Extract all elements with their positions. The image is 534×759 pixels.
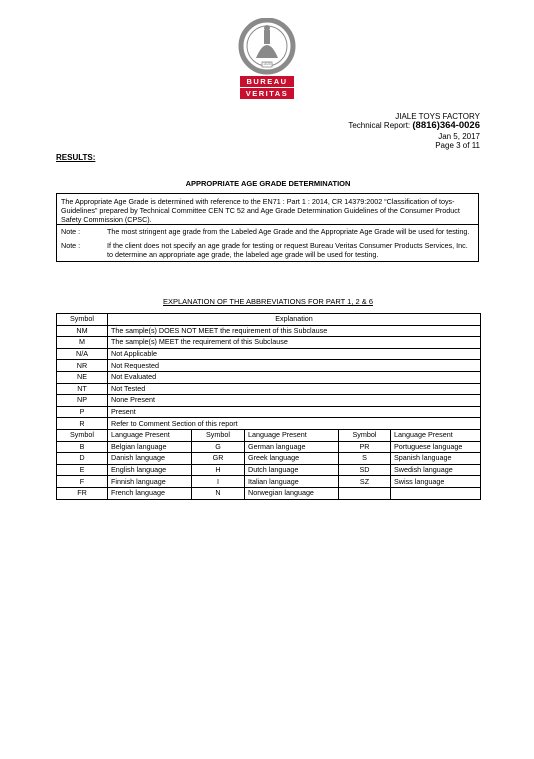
explanation-cell: The sample(s) MEET the requirement of this Subclause: [108, 337, 481, 349]
note-label: Note :: [61, 227, 81, 236]
symbol-cell: NR: [57, 360, 108, 372]
report-date: Jan 5, 2017: [438, 132, 480, 141]
language-cell: Italian language: [245, 476, 339, 488]
language-header: Language Present: [245, 429, 339, 441]
symbol-cell: NP: [57, 395, 108, 407]
language-cell: Norwegian language: [245, 487, 339, 499]
abbreviations-title: EXPLANATION OF THE ABBREVIATIONS FOR PART 1, 2 & 6: [162, 297, 374, 306]
explanation-cell: Not Applicable: [108, 348, 481, 360]
table-row: [57, 476, 481, 488]
symbol-cell: SZ: [339, 476, 391, 488]
symbol-cell: F: [57, 476, 108, 488]
language-header: Language Present: [391, 429, 481, 441]
age-grade-box: [56, 193, 479, 262]
age-note-1: [57, 225, 478, 236]
language-cell: Spanish language: [391, 453, 481, 465]
symbol-header: Symbol: [57, 429, 108, 441]
language-cell: Greek language: [245, 453, 339, 465]
table-row: [57, 406, 481, 418]
table-row: [57, 453, 481, 465]
language-cell: Portuguese language: [391, 441, 481, 453]
language-cell: Belgian language: [108, 441, 192, 453]
explanation-cell: None Present: [108, 395, 481, 407]
report-label: Technical Report:: [348, 121, 411, 130]
symbol-cell: GR: [192, 453, 245, 465]
explanation-cell: Not Evaluated: [108, 371, 481, 383]
symbol-cell: SD: [339, 464, 391, 476]
bureau-veritas-logo: [234, 18, 300, 102]
logo-seal-year: 1828: [263, 62, 271, 66]
language-cell: Dutch language: [245, 464, 339, 476]
symbol-cell: G: [192, 441, 245, 453]
language-header-row: [57, 429, 481, 441]
symbol-cell: NE: [57, 371, 108, 383]
report-number: (8816)364-0026: [412, 120, 480, 131]
company-name: JIALE TOYS FACTORY: [395, 112, 480, 121]
symbol-cell: N/A: [57, 348, 108, 360]
language-cell: Swedish language: [391, 464, 481, 476]
report-number-line: [348, 121, 480, 131]
table-row: [57, 371, 481, 383]
abbreviations-header-row: [57, 314, 481, 326]
language-cell: [391, 487, 481, 499]
explanation-cell: Present: [108, 406, 481, 418]
table-row: [57, 395, 481, 407]
symbol-header: Symbol: [192, 429, 245, 441]
symbol-header: Symbol: [339, 429, 391, 441]
symbol-cell: M: [57, 337, 108, 349]
age-note-2: [57, 236, 478, 261]
symbol-cell: [339, 487, 391, 499]
explanation-cell: Not Tested: [108, 383, 481, 395]
symbol-cell: NM: [57, 325, 108, 337]
explanation-cell: The sample(s) DOES NOT MEET the requirement of this Subclause: [108, 325, 481, 337]
explanation-cell: Refer to Comment Section of this report: [108, 418, 481, 430]
symbol-cell: S: [339, 453, 391, 465]
note-label: Note :: [61, 241, 81, 250]
symbol-cell: PR: [339, 441, 391, 453]
language-cell: Finnish language: [108, 476, 192, 488]
symbol-header: Symbol: [57, 314, 108, 326]
language-cell: German language: [245, 441, 339, 453]
table-row: [57, 348, 481, 360]
symbol-cell: R: [57, 418, 108, 430]
logo-word-veritas: VERITAS: [245, 89, 289, 98]
symbol-cell: FR: [57, 487, 108, 499]
table-row: [57, 325, 481, 337]
symbol-cell: B: [57, 441, 108, 453]
language-cell: French language: [108, 487, 192, 499]
symbol-cell: D: [57, 453, 108, 465]
symbol-cell: H: [192, 464, 245, 476]
table-row: [57, 383, 481, 395]
note-text: If the client does not specify an age grade for testing or request Bureau Veritas Consumer Products Services, Inc. to determine an appropriate age grade, the labeled age grade will be used for testing.: [107, 241, 468, 259]
symbol-cell: I: [192, 476, 245, 488]
language-cell: Danish language: [108, 453, 192, 465]
language-header: Language Present: [108, 429, 192, 441]
explanation-cell: Not Requested: [108, 360, 481, 372]
table-row: [57, 441, 481, 453]
results-heading: RESULTS:: [56, 153, 96, 162]
symbol-cell: NT: [57, 383, 108, 395]
age-grade-intro: The Appropriate Age Grade is determined with reference to the EN71 : Part 1 : 2014, CR 14379:2002 “Classification of toys-Guidelines” prepared by Technical Committee CEN TC 52 and Age Grade Determination Guidelines of the Consumer Product Safety Commission (CPSC).: [57, 194, 478, 225]
logo-word-bureau: BUREAU: [246, 77, 288, 86]
table-row: [57, 337, 481, 349]
language-cell: Swiss language: [391, 476, 481, 488]
symbol-cell: N: [192, 487, 245, 499]
table-row: [57, 464, 481, 476]
table-row: [57, 360, 481, 372]
page-number: Page 3 of 11: [435, 141, 480, 150]
abbreviations-table: [56, 313, 481, 500]
language-cell: English language: [108, 464, 192, 476]
symbol-cell: P: [57, 406, 108, 418]
symbol-cell: E: [57, 464, 108, 476]
age-grade-title: APPROPRIATE AGE GRADE DETERMINATION: [185, 179, 351, 188]
table-row: [57, 487, 481, 499]
explanation-header: Explanation: [108, 314, 481, 326]
note-text: The most stringent age grade from the Labeled Age Grade and the Appropriate Age Grade will be used for testing.: [107, 227, 470, 236]
table-row: [57, 418, 481, 430]
